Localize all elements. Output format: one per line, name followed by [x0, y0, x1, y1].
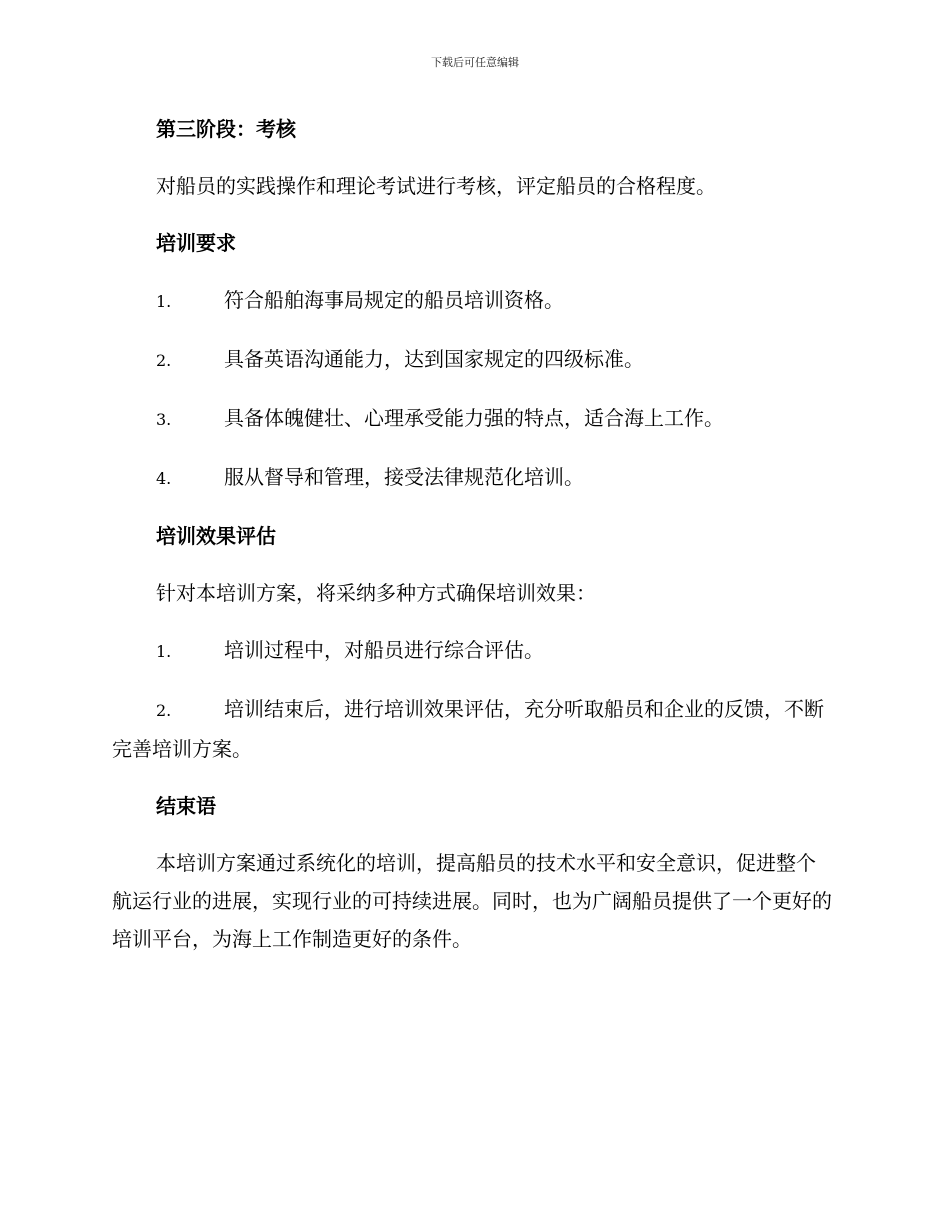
section-heading-conclusion: 结束语	[156, 794, 216, 818]
list-item	[112, 631, 834, 671]
stage3-paragraph: 对船员的实践操作和理论考试进行考核，评定船员的合格程度。	[156, 174, 716, 198]
list-item	[112, 458, 834, 498]
document-body	[112, 110, 834, 977]
list-number: 1.	[156, 642, 172, 661]
list-number: 2.	[156, 351, 172, 370]
header-note: 下载后可任意编辑	[431, 56, 519, 69]
list-text: 符合船舶海事局规定的船员培训资格。	[224, 288, 564, 312]
list-text: 具备体魄健壮、心理承受能力强的特点，适合海上工作。	[224, 406, 724, 430]
evaluation-intro: 针对本培训方案，将采纳多种方式确保培训效果：	[156, 581, 596, 605]
list-text: 具备英语沟通能力，达到国家规定的四级标准。	[224, 347, 644, 371]
section-heading-evaluation: 培训效果评估	[156, 524, 276, 548]
list-number: 1.	[156, 292, 172, 311]
list-number: 2.	[156, 701, 172, 720]
list-text: 服从督导和管理，接受法律规范化培训。	[224, 465, 584, 489]
list-number: 4.	[156, 469, 172, 488]
list-item	[112, 281, 834, 321]
list-text: 培训结束后，进行培训效果评估，充分听取船员和企业的反馈，不断完善培训方案。	[112, 697, 824, 761]
list-item	[112, 399, 834, 439]
list-item	[112, 690, 834, 768]
list-number: 3.	[156, 410, 172, 429]
list-text: 培训过程中，对船员进行综合评估。	[224, 638, 544, 662]
section-heading-stage3: 第三阶段：考核	[156, 117, 296, 141]
conclusion-paragraph: 本培训方案通过系统化的培训，提高船员的技术水平和安全意识，促进整个航运行业的进展，实现行业的可持续进展。同时，也为广阔船员提供了一个更好的培训平台，为海上工作制造更好的条件。	[112, 851, 832, 951]
section-heading-requirements: 培训要求	[156, 231, 236, 255]
list-item	[112, 340, 834, 380]
